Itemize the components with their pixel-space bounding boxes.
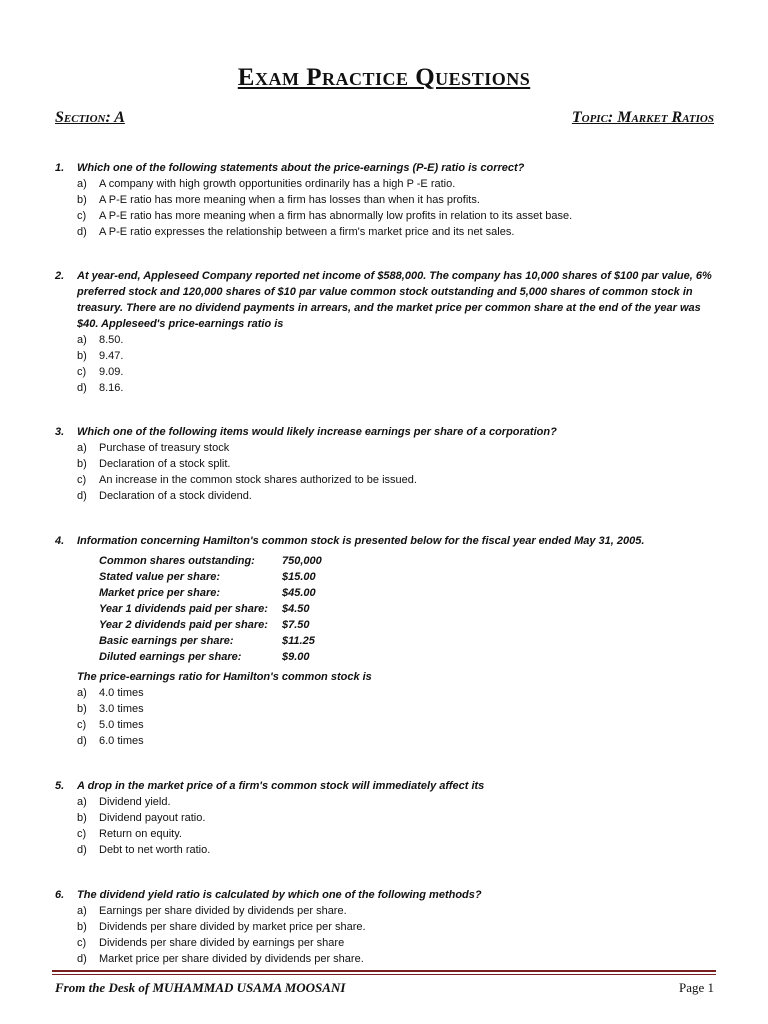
question-stem: A drop in the market price of a firm's common stock will immediately affect its	[77, 780, 485, 792]
option-a: a) A company with high growth opportunities ordinarily has a high P -E ratio.	[77, 178, 456, 190]
question-5	[55, 778, 715, 858]
option-b: b) Dividend payout ratio.	[77, 812, 206, 824]
question-6	[55, 887, 715, 967]
question-1	[55, 160, 715, 240]
option-d: d) Declaration of a stock dividend.	[77, 490, 252, 502]
option-d: d) 6.0 times	[77, 735, 144, 747]
option-c: c) An increase in the common stock shares authorized to be issued.	[77, 474, 417, 486]
option-a: a) 8.50.	[77, 334, 124, 346]
topic-label: Topic: Market Ratios	[571, 109, 714, 126]
question-substem: The price-earnings ratio for Hamilton's common stock is	[77, 671, 372, 683]
footer-author: From the Desk of MUHAMMAD USAMA MOOSANI	[55, 980, 346, 995]
option-d: d) 8.16.	[77, 382, 124, 394]
option-b: b) A P-E ratio has more meaning when a firm has losses than when it has profits.	[77, 194, 480, 206]
option-c: c) A P-E ratio has more meaning when a firm has abnormally low profits in relation to its asset base.	[77, 210, 573, 222]
question-2	[55, 268, 715, 396]
table-row: Year 1 dividends paid per share: $4.50	[99, 603, 310, 615]
option-a: a) Earnings per share divided by dividends per share.	[77, 905, 347, 917]
question-stem: Information concerning Hamilton's common stock is presented below for the fiscal year ended May 31, 2005.	[77, 535, 645, 547]
footer-rule	[52, 970, 716, 972]
option-c: c) Dividends per share divided by earnings per share	[77, 937, 345, 949]
option-c: c) 5.0 times	[77, 719, 144, 731]
footer-rule-thin	[52, 974, 716, 975]
question-4	[55, 533, 715, 749]
question-number: 1.	[55, 162, 65, 174]
option-d: d) Market price per share divided by dividends per share.	[77, 953, 364, 965]
question-stem: Which one of the following items would likely increase earnings per share of a corporation?	[77, 426, 557, 438]
option-a: a) Purchase of treasury stock	[77, 442, 230, 454]
question-stem: At year-end, Appleseed Company reported net income of $588,000. The company has 10,000 shares of $100 par value, 6% preferred stock and 120,000 shares of $10 par value common stock outstanding and 5,000 shares of common stock in treasury. There are no dividend payments in arrears, and the market price per common share at the end of the year was $40. Appleseed's price-earnings ratio is	[77, 270, 712, 330]
question-stem: Which one of the following statements about the price-earnings (P-E) ratio is correct?	[77, 162, 525, 174]
question-number: 5.	[55, 780, 65, 792]
option-c: c) 9.09.	[77, 366, 124, 378]
option-a: a) Dividend yield.	[77, 796, 171, 808]
option-c: c) Return on equity.	[77, 828, 182, 840]
stock-info-table	[99, 553, 322, 665]
option-b: b) Declaration of a stock split.	[77, 458, 231, 470]
section-label: Section: A	[55, 109, 125, 126]
page-number: Page 1	[678, 980, 714, 995]
table-row: Year 2 dividends paid per share: $7.50	[99, 619, 310, 631]
question-3	[55, 424, 715, 504]
option-a: a) 4.0 times	[77, 687, 144, 699]
question-number: 4.	[55, 535, 65, 547]
question-number: 3.	[55, 426, 65, 438]
question-stem: The dividend yield ratio is calculated by which one of the following methods?	[77, 889, 482, 901]
table-row: Common shares outstanding: 750,000	[99, 555, 322, 567]
option-b: b) Dividends per share divided by market price per share.	[77, 921, 366, 933]
option-d: d) Debt to net worth ratio.	[77, 844, 211, 856]
table-row: Market price per share: $45.00	[99, 587, 316, 599]
table-row: Stated value per share: $15.00	[99, 571, 316, 583]
option-b: b) 9.47.	[77, 350, 124, 362]
page-title: Exam Practice Questions	[237, 64, 531, 91]
option-b: b) 3.0 times	[77, 703, 144, 715]
table-row: Basic earnings per share: $11.25	[99, 635, 315, 647]
question-number: 6.	[55, 889, 65, 901]
question-number: 2.	[55, 270, 65, 282]
option-d: d) A P-E ratio expresses the relationship between a firm's market price and its net sales.	[77, 226, 515, 238]
table-row: Diluted earnings per share: $9.00	[99, 651, 310, 663]
